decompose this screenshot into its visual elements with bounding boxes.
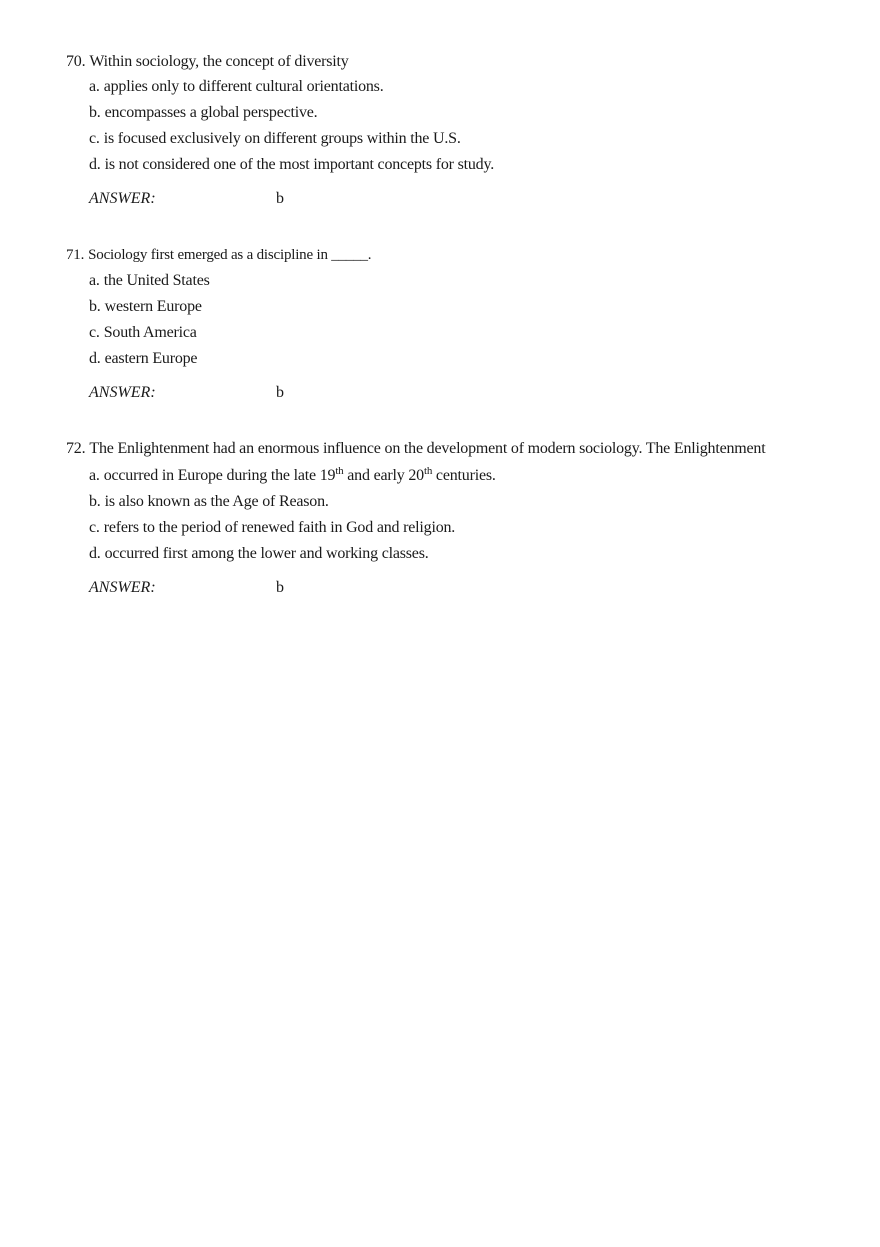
answer-label: ANSWER: (89, 579, 156, 596)
question-stem (66, 440, 765, 458)
option-d (89, 545, 429, 563)
question-number: 70. (66, 53, 86, 70)
option-letter: b. (89, 493, 101, 510)
option-text-part: centuries. (432, 467, 496, 484)
option-text: South America (103, 324, 197, 341)
superscript-th: th (335, 465, 344, 477)
answer-value: b (276, 579, 284, 596)
option-letter: c. (89, 324, 100, 341)
option-text-part: and early 20 (343, 467, 424, 484)
option-text: encompasses a global perspective. (104, 104, 318, 121)
option-text: refers to the period of renewed faith in God and religion. (103, 519, 456, 536)
option-text: western Europe (104, 298, 202, 315)
option-text: is focused exclusively on different groups within the U.S. (103, 130, 461, 147)
option-d (89, 350, 197, 368)
option-letter: d. (89, 156, 101, 173)
option-text: is not considered one of the most important concepts for study. (104, 156, 495, 173)
option-letter: c. (89, 519, 100, 536)
superscript-th: th (423, 465, 433, 477)
option-text: eastern Europe (104, 350, 198, 367)
option-a (89, 272, 210, 290)
option-letter: d. (89, 545, 101, 562)
question-number: 72. (66, 440, 86, 457)
answer-row (89, 190, 284, 208)
option-letter: a. (89, 78, 100, 95)
question-stem (66, 53, 349, 71)
question-text: The Enlightenment had an enormous influence on the development of modern sociology. The Enlightenment (89, 440, 766, 457)
option-text: occurred first among the lower and working classes. (104, 545, 429, 562)
option-text: is also known as the Age of Reason. (104, 493, 329, 510)
answer-label: ANSWER: (89, 190, 156, 207)
option-letter: a. (89, 272, 100, 289)
question-stem (66, 247, 371, 264)
answer-row (89, 384, 284, 402)
option-letter: b. (89, 298, 101, 315)
option-a (89, 467, 496, 485)
option-letter: c. (89, 130, 100, 147)
question-number: 71. (66, 247, 85, 263)
option-b (89, 298, 202, 316)
answer-value: b (276, 384, 284, 401)
option-b (89, 104, 318, 122)
option-c (89, 130, 461, 148)
option-text-part: occurred in Europe during the late 19 (103, 467, 336, 484)
option-letter: d. (89, 350, 101, 367)
option-c (89, 519, 455, 537)
option-text: applies only to different cultural orientations. (103, 78, 384, 95)
question-text: Sociology first emerged as a discipline in _____. (88, 247, 372, 263)
option-b (89, 493, 329, 511)
answer-label: ANSWER: (89, 384, 156, 401)
option-letter: b. (89, 104, 101, 121)
option-text: the United States (103, 272, 210, 289)
option-d (89, 156, 494, 174)
option-a (89, 78, 384, 96)
answer-row (89, 579, 284, 597)
option-c (89, 324, 197, 342)
answer-value: b (276, 190, 284, 207)
question-text: Within sociology, the concept of diversity (89, 53, 349, 70)
option-letter: a. (89, 467, 100, 484)
